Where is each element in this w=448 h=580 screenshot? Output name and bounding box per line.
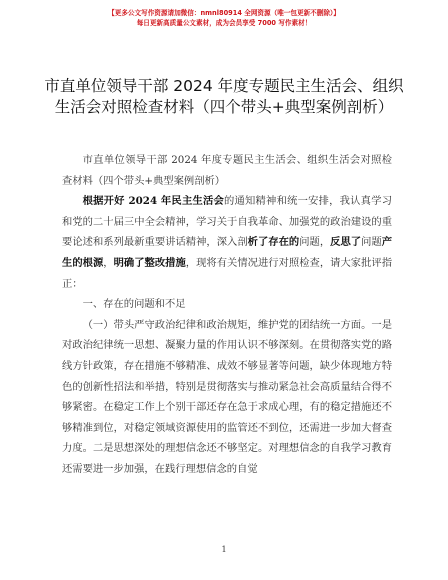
bold-text: 产生的根源 (62, 236, 393, 269)
purpose-paragraph (62, 191, 392, 294)
promo-banner (0, 8, 448, 28)
section-paragraph: （一）带头严守政治纪律和政治规矩，维护党的团结统一方面。一是对政治纪律统一思想、凝聚力量的作用认识不够深刻。在贯彻落实党的路线方针政策，存在措施不够精准、成效不够显著等问题，缺少体现地方特色的创新性招法和举措，特别是贯彻落实与推动紧急社会高质量结合得不够紧密。在稳定工作上个别干部还存在急于求成心理，有的稳定措施还不够精准到位，对稳定领域资源使用的监管还不到位，还需进一步加大督查力度。二是思想深处的理想信念还不够坚定。对理想信念的自我学习教育还需要进一步加强，在践行理想信念的自觉 (62, 318, 392, 475)
bold-text: 明确了整改措施 (113, 256, 186, 269)
document-body (62, 150, 392, 480)
promo-banner-line2: 每日更新高质量公文素材，成为会员享受 7000 写作素材！ (136, 19, 312, 27)
bold-text: 反思了 (330, 236, 362, 249)
promo-banner-line1: 【更多公文写作资源请加微信：nmnl80914 全网资源（唯一包更新不删除）】 (108, 9, 340, 17)
intro-paragraph: 市直单位领导干部 2024 年度专题民主生活会、组织生活会对照检查材料（四个带头+典型案例剖析） (62, 154, 392, 187)
text-span: 问题 (361, 236, 382, 249)
text-span: 的通知精神和统一安排，我认真学习和党的二十届三中全会精神，学习关于自我革命、加强党的政治建设的重要论述和系列最新重要讲话精神，深入剖 (62, 195, 393, 249)
section-heading: 一、存在的问题和不足 (82, 298, 186, 311)
bold-text: 根据开好 2024 年民主生活会 (82, 195, 224, 208)
text-span: 问题， (299, 236, 331, 249)
page-number: 1 (221, 545, 227, 554)
document-title: 市直单位领导干部 2024 年度专题民主生活会、组织生活会对照检查材料（四个带头+典型案例剖析） (44, 77, 404, 116)
bold-text: 析了存在的 (247, 236, 300, 249)
text-span: ， (103, 256, 114, 269)
text-span: ，现将有关情况进行对照检查，请大家批评指正： (62, 256, 393, 290)
